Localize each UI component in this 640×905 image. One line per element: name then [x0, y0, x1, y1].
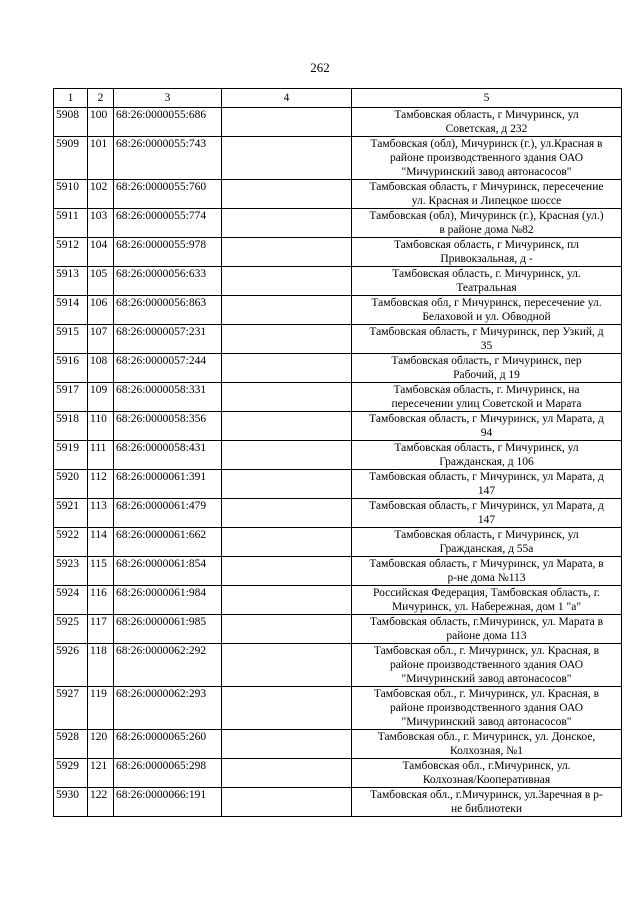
address-line: Тамбовская (обл), Мичуринск (г.), Красная (ул.) [369, 210, 604, 222]
item-index-cell: 109 [88, 383, 114, 412]
empty-cell [222, 470, 352, 499]
empty-cell [222, 354, 352, 383]
address-line: Российская Федерация, Тамбовская область, г. [372, 587, 601, 599]
address-line: Тамбовская область, г Мичуринск, пл [393, 239, 580, 251]
cadastral-number-cell: 68:26:0000061:854 [114, 557, 222, 586]
item-index-cell: 111 [88, 441, 114, 470]
address-line: Тамбовская область, г Мичуринск, ул [394, 529, 579, 541]
address-cell [352, 730, 622, 759]
empty-cell [222, 137, 352, 180]
item-index-cell: 107 [88, 325, 114, 354]
address-line: Тамбовская область, г Мичуринск, пересечение [369, 181, 604, 193]
address-line: Тамбовская (обл), Мичуринск (г.), ул.Красная в [370, 138, 603, 150]
address-line: "Мичуринский завод автонасосов" [401, 716, 572, 728]
address-line: Гражданская, д 55а [439, 543, 534, 555]
address-line: Гражданская, д 106 [439, 456, 534, 468]
cadastral-number-cell: 68:26:0000066:191 [114, 788, 222, 817]
table-row [54, 557, 622, 586]
address-line: р-не дома №113 [447, 572, 526, 584]
address-line: Привокзальная, д - [440, 253, 533, 265]
table-row [54, 788, 622, 817]
address-line: 94 [480, 427, 493, 439]
address-cell [352, 528, 622, 557]
cadastral-number-cell: 68:26:0000056:863 [114, 296, 222, 325]
record-number-cell: 5923 [54, 557, 88, 586]
empty-cell [222, 644, 352, 687]
cadastral-number-cell: 68:26:0000057:231 [114, 325, 222, 354]
item-index-cell: 101 [88, 137, 114, 180]
record-number-cell: 5918 [54, 412, 88, 441]
cadastral-number-cell: 68:26:0000058:331 [114, 383, 222, 412]
record-number-cell: 5919 [54, 441, 88, 470]
item-index-cell: 115 [88, 557, 114, 586]
empty-cell [222, 528, 352, 557]
cadastral-number-cell: 68:26:0000061:985 [114, 615, 222, 644]
address-cell [352, 108, 622, 137]
address-line: Тамбовская область, г Мичуринск, ул Марата, д [369, 413, 604, 425]
item-index-cell: 102 [88, 180, 114, 209]
item-index-cell: 116 [88, 586, 114, 615]
item-index-cell: 100 [88, 108, 114, 137]
address-line: "Мичуринский завод автонасосов" [401, 673, 572, 685]
address-line: Рабочий, д 19 [453, 369, 520, 381]
empty-cell [222, 557, 352, 586]
cadastral-number-cell: 68:26:0000055:743 [114, 137, 222, 180]
cadastral-number-cell: 68:26:0000065:260 [114, 730, 222, 759]
table-row [54, 412, 622, 441]
address-cell [352, 644, 622, 687]
table-row [54, 586, 622, 615]
record-number-cell: 5917 [54, 383, 88, 412]
address-line: Театральная [456, 282, 517, 294]
table-header-row [54, 89, 622, 108]
address-cell [352, 412, 622, 441]
address-cell [352, 137, 622, 180]
address-line: "Мичуринский завод автонасосов" [401, 166, 572, 178]
address-cell [352, 586, 622, 615]
address-line: Тамбовская область, г Мичуринск, ул [394, 442, 579, 454]
address-line: Тамбовская обл., г. Мичуринск, ул. Красная, в [373, 645, 600, 657]
address-line: 35 [480, 340, 493, 352]
record-number-cell: 5910 [54, 180, 88, 209]
address-line: Тамбовская обл, г Мичуринск, пересечение ул. [371, 297, 602, 309]
column-header: 5 [352, 89, 622, 108]
address-cell [352, 180, 622, 209]
cadastral-number-cell: 68:26:0000061:662 [114, 528, 222, 557]
empty-cell [222, 687, 352, 730]
table-row [54, 441, 622, 470]
cadastral-number-cell: 68:26:0000061:391 [114, 470, 222, 499]
record-number-cell: 5929 [54, 759, 88, 788]
address-cell [352, 788, 622, 817]
address-cell [352, 354, 622, 383]
table-row [54, 687, 622, 730]
item-index-cell: 105 [88, 267, 114, 296]
table-row [54, 615, 622, 644]
address-cell [352, 499, 622, 528]
empty-cell [222, 499, 352, 528]
address-line: Тамбовская область, г Мичуринск, ул Марата, в [369, 558, 604, 570]
table-row [54, 528, 622, 557]
address-cell [352, 470, 622, 499]
record-number-cell: 5928 [54, 730, 88, 759]
address-cell [352, 615, 622, 644]
address-line: Тамбовская обл., г.Мичуринск, ул.Заречная в р- [370, 789, 603, 801]
column-header: 2 [88, 89, 114, 108]
cadastral-number-cell: 68:26:0000055:978 [114, 238, 222, 267]
address-line: 147 [477, 485, 496, 497]
record-number-cell: 5914 [54, 296, 88, 325]
record-number-cell: 5925 [54, 615, 88, 644]
item-index-cell: 113 [88, 499, 114, 528]
cadastral-number-cell: 68:26:0000057:244 [114, 354, 222, 383]
address-line: Тамбовская область, г. Мичуринск, ул. [392, 268, 581, 280]
address-line: районе производственного здания ОАО [389, 702, 584, 714]
cadastral-number-cell: 68:26:0000061:479 [114, 499, 222, 528]
address-line: Тамбовская область, г.Мичуринск, ул. Марата в [369, 616, 604, 628]
cadastral-number-cell: 68:26:0000056:633 [114, 267, 222, 296]
table-row [54, 730, 622, 759]
cadastral-number-cell: 68:26:0000058:356 [114, 412, 222, 441]
record-number-cell: 5909 [54, 137, 88, 180]
item-index-cell: 120 [88, 730, 114, 759]
record-number-cell: 5927 [54, 687, 88, 730]
table-row [54, 209, 622, 238]
empty-cell [222, 180, 352, 209]
address-cell [352, 296, 622, 325]
registry-table [53, 88, 622, 817]
column-header: 4 [222, 89, 352, 108]
record-number-cell: 5920 [54, 470, 88, 499]
cadastral-number-cell: 68:26:0000055:774 [114, 209, 222, 238]
table-row [54, 238, 622, 267]
address-line: Колхозная, №1 [449, 745, 524, 757]
empty-cell [222, 412, 352, 441]
address-line: Тамбовская область, г Мичуринск, ул Марата, д [369, 500, 604, 512]
address-line: Тамбовская обл., г. Мичуринск, ул. Красная, в [373, 688, 600, 700]
address-line: Советская, д 232 [445, 123, 528, 135]
address-line: Колхозная/Кооперативная [422, 774, 551, 786]
empty-cell [222, 383, 352, 412]
table-row [54, 499, 622, 528]
empty-cell [222, 238, 352, 267]
cadastral-number-cell: 68:26:0000061:984 [114, 586, 222, 615]
address-line: Тамбовская обл., г. Мичуринск, ул. Донское, [377, 731, 596, 743]
address-line: Тамбовская обл., г.Мичуринск, ул. [402, 760, 571, 772]
item-index-cell: 121 [88, 759, 114, 788]
item-index-cell: 112 [88, 470, 114, 499]
address-line: Тамбовская область, г Мичуринск, ул [394, 109, 579, 121]
address-line: в районе дома №82 [439, 224, 534, 236]
empty-cell [222, 615, 352, 644]
record-number-cell: 5924 [54, 586, 88, 615]
table-row [54, 137, 622, 180]
address-line: ул. Красная и Липецкое шоссе [411, 195, 562, 207]
empty-cell [222, 209, 352, 238]
record-number-cell: 5912 [54, 238, 88, 267]
empty-cell [222, 788, 352, 817]
record-number-cell: 5915 [54, 325, 88, 354]
address-cell [352, 383, 622, 412]
address-line: Белаховой и ул. Обводной [422, 311, 551, 323]
address-line: Тамбовская область, г. Мичуринск, на [393, 384, 580, 396]
empty-cell [222, 296, 352, 325]
record-number-cell: 5926 [54, 644, 88, 687]
record-number-cell: 5908 [54, 108, 88, 137]
record-number-cell: 5921 [54, 499, 88, 528]
table-body [54, 89, 622, 817]
cadastral-number-cell: 68:26:0000062:292 [114, 644, 222, 687]
record-number-cell: 5916 [54, 354, 88, 383]
column-header: 1 [54, 89, 88, 108]
item-index-cell: 110 [88, 412, 114, 441]
item-index-cell: 104 [88, 238, 114, 267]
empty-cell [222, 586, 352, 615]
table-row [54, 354, 622, 383]
address-line: Тамбовская область, г Мичуринск, пер Узкий, д [369, 326, 604, 338]
table-row [54, 267, 622, 296]
address-line: Тамбовская область, г Мичуринск, ул Марата, д [369, 471, 604, 483]
cadastral-number-cell: 68:26:0000062:293 [114, 687, 222, 730]
item-index-cell: 119 [88, 687, 114, 730]
item-index-cell: 118 [88, 644, 114, 687]
record-number-cell: 5930 [54, 788, 88, 817]
address-line: не библиотеки [450, 803, 523, 815]
empty-cell [222, 267, 352, 296]
address-cell [352, 209, 622, 238]
cadastral-number-cell: 68:26:0000058:431 [114, 441, 222, 470]
item-index-cell: 108 [88, 354, 114, 383]
address-line: 147 [477, 514, 496, 526]
cadastral-number-cell: 68:26:0000065:298 [114, 759, 222, 788]
table-row [54, 325, 622, 354]
address-cell [352, 759, 622, 788]
address-cell [352, 267, 622, 296]
item-index-cell: 106 [88, 296, 114, 325]
item-index-cell: 117 [88, 615, 114, 644]
address-line: Тамбовская область, г Мичуринск, пер [391, 355, 582, 367]
table-row [54, 759, 622, 788]
table-row [54, 470, 622, 499]
address-cell [352, 441, 622, 470]
record-number-cell: 5922 [54, 528, 88, 557]
table-row [54, 296, 622, 325]
empty-cell [222, 325, 352, 354]
cadastral-number-cell: 68:26:0000055:686 [114, 108, 222, 137]
address-line: районе производственного здания ОАО [389, 659, 584, 671]
empty-cell [222, 108, 352, 137]
record-number-cell: 5911 [54, 209, 88, 238]
cadastral-number-cell: 68:26:0000055:760 [114, 180, 222, 209]
item-index-cell: 114 [88, 528, 114, 557]
empty-cell [222, 441, 352, 470]
column-header: 3 [114, 89, 222, 108]
item-index-cell: 122 [88, 788, 114, 817]
address-line: Мичуринск, ул. Набережная, дом 1 "а" [391, 601, 582, 613]
table-row [54, 180, 622, 209]
item-index-cell: 103 [88, 209, 114, 238]
address-line: пересечении улиц Советской и Марата [391, 398, 582, 410]
page-number: 262 [310, 60, 330, 75]
address-line: районе дома 113 [446, 630, 527, 642]
table-row [54, 383, 622, 412]
address-cell [352, 557, 622, 586]
table-row [54, 644, 622, 687]
address-cell [352, 325, 622, 354]
empty-cell [222, 730, 352, 759]
record-number-cell: 5913 [54, 267, 88, 296]
empty-cell [222, 759, 352, 788]
address-cell [352, 687, 622, 730]
address-line: районе производственного здания ОАО [389, 152, 584, 164]
table-row [54, 108, 622, 137]
address-cell [352, 238, 622, 267]
